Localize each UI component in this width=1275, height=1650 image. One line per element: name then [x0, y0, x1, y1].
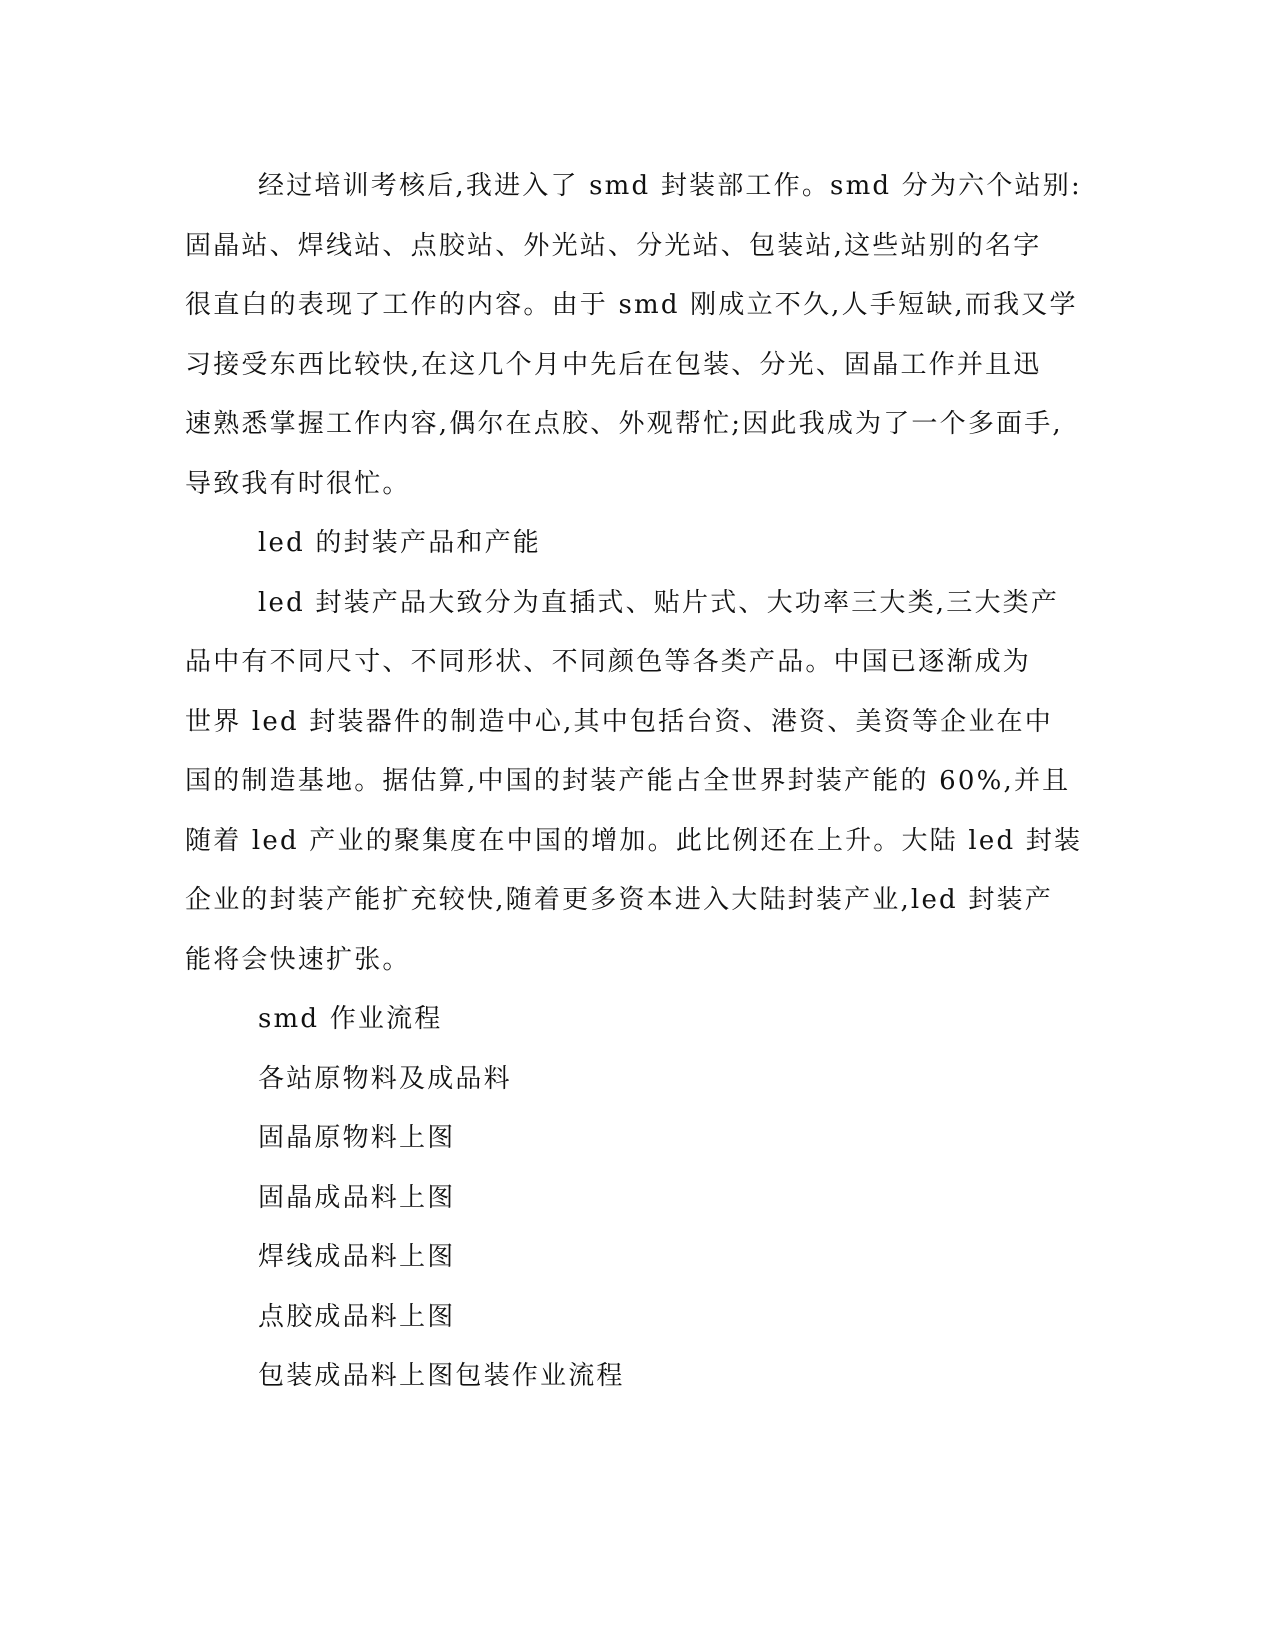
document-body: [185, 157, 1083, 1407]
text-line: 世界 led 封装器件的制造中心,其中包括台资、港资、美资等企业在中: [185, 706, 1053, 737]
text-line: led 的封装产品和产能: [258, 528, 542, 558]
text-line: led 封装产品大致分为直插式、贴片式、大功率三大类,三大类产: [258, 587, 1060, 618]
text-line: 固晶成品料上图: [258, 1182, 456, 1213]
text-line: 各站原物料及成品料: [258, 1063, 512, 1094]
text-line: 导致我有时很忙。: [185, 468, 411, 499]
text-line: 固晶原物料上图: [258, 1123, 456, 1153]
text-line: 点胶成品料上图: [258, 1301, 456, 1332]
text-line: 固晶站、焊线站、点胶站、外光站、分光站、包装站,这些站别的名字: [185, 230, 1042, 261]
text-line: 习接受东西比较快,在这几个月中先后在包装、分光、固晶工作并且迅: [185, 349, 1042, 380]
text-line: 包装成品料上图包装作业流程: [258, 1361, 625, 1391]
text-line: smd 作业流程: [258, 1004, 443, 1034]
text-line: 国的制造基地。据估算,中国的封装产能占全世界封装产能的 60%,并且: [185, 766, 1071, 796]
text-line: 焊线成品料上图: [258, 1242, 456, 1272]
text-line: 很直白的表现了工作的内容。由于 smd 刚成立不久,人手短缺,而我又学: [185, 290, 1078, 320]
text-line: 能将会快速扩张。: [185, 944, 411, 975]
text-line: 速熟悉掌握工作内容,偶尔在点胶、外观帮忙;因此我成为了一个多面手,: [185, 409, 1063, 439]
text-line: 品中有不同尺寸、不同形状、不同颜色等各类产品。中国已逐渐成为: [185, 647, 1032, 677]
text-line: 随着 led 产业的聚集度在中国的增加。此比例还在上升。大陆 led 封装: [185, 825, 1083, 856]
text-line: 企业的封装产能扩充较快,随着更多资本进入大陆封装产业,led 封装产: [185, 885, 1053, 915]
text-line: 经过培训考核后,我进入了 smd 封装部工作。smd 分为六个站别:: [258, 171, 1082, 201]
